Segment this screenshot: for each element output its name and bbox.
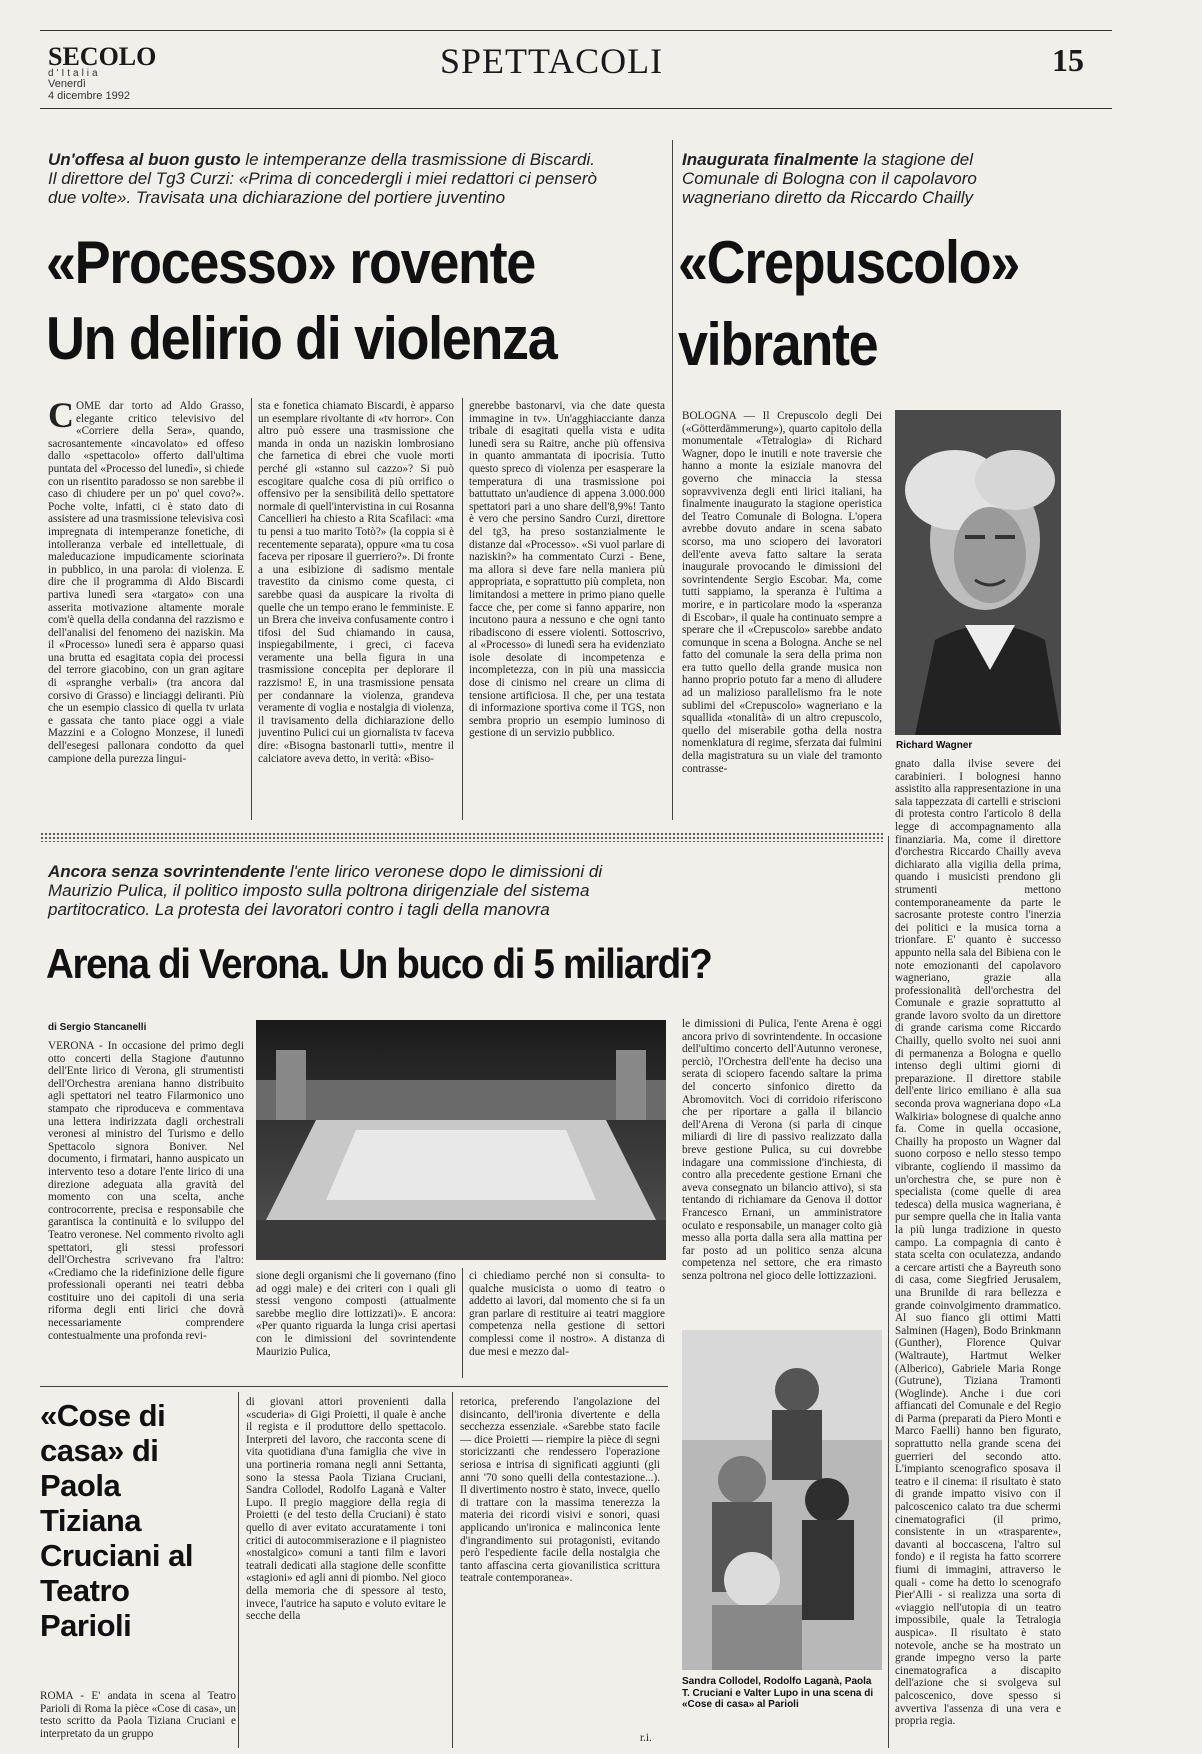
article1-column-2: sta e fonetica chiamato Biscardi, è apparso un esemplare rivoltante di «tv horror». Con altro può essere una trasmissione che manda in onda un naziskin lombrosiano che farnetica di ebrei che vuole morti perché gli «stanno sul cazzo»? Si può escogitare qualche cosa di più orrifico o offensivo per la sensibilità dello spettatore normale di quell'intervistina in cui Rosanna Cancellieri ha chiesto a Rita Scafilaci: «ma tu pensi a tuo marito Totò?» (la coppia si è recentemente separata), oppure «ma tu cosa faceva per riposare il guerriero?». Di fronte a una esibizione di sadismo mentale travestito da cinismo come questa, ci sarebbe quasi da auspicare la rivolta di quelle che un tempo erano le femministe. E un Brera che inveiva confusamente contro i tifosi del Sud chiamando in causa, inspiegabilmente, i greci, ci faceva veramente una bella figura in una trasmissione concepita per deplorare il razzismo! E, in una trasmissione pensata per condannare la violenza, grandeva veramente di voglia e nostalgia di violenza, il travisamento della dichiarazione dello juventino Pulici cui un giornalista tv faceva dire: «Bisogna bastonarli tutti», mentre il calciatore aveva detto, in verità: «Biso- — [258, 400, 454, 765]
column-divider — [462, 1268, 463, 1378]
article2-headline-2: vibrante — [678, 311, 878, 378]
dateline-day: Venerdì — [48, 78, 86, 90]
wagner-portrait — [895, 410, 1061, 735]
column-divider — [251, 398, 252, 820]
article1-kicker-rest: le intemperanze della trasmissione di Biscardi. Il direttore del Tg3 Curzi: «Prima di concedergli i miei redattori ci penserò due volte». Travisata una dichiarazione del portiere juventino — [48, 150, 597, 207]
article2-column-2: gnato dalla ilvise severe dei carabinieri. I bolognesi hanno assistito alla rappresentazione in una sala tappezzata di cartelli e striscioni di protesta contro l'articolo 8 della legge di accompagnamento alla finanziaria. Ma, come il direttore d'orchestra Riccardo Chailly aveva dichiarato alla vigilia della prima, quando i musicisti prendono gli strumenti mettono contemporaneamente da parte le sacrosante proteste contro l'inerzia dei politici e la musica torna a trionfare. E' quanto è successo appunto nella sala del Bibiena con le note emozionanti del capolavoro wagneriano, grazie alla professionalità dell'orchestra del Comunale e grazie soprattutto al grande lavoro svolto da un direttore di grande carisma come Riccardo Chailly, quello svolto nei suoi anni di permanenza a Bologna e quello intenso degli ultimi giorni di preparazione. Il direttore stabile dell'ente lirico emiliano è alla sua seconda prova wagneriana dopo «La Walkiria» bolognese di qualche anno fa. Come in quella occasione, Chailly ha proposto un Wagner dal suono corposo e nello stesso tempo vibrante, cogliendo il massimo da un'orchestra che, se pure non è specialista (come quelle di area tedesca) della musica wagneriana, è pur sempre quella che in Italia vanta la più lunga tradizione in questo campo. La compagnia di canto è stata scelta con oculatezza, andando a cercare artisti che a Bayreuth sono di casa, come Siegfried Jerusalem, una Brunilde di rara bellezza e grande coinvolgimento drammatico. Al suo fianco gli ottimi Matti Salminen (Hagen), Bodo Brinkmann (Gunther), Florence Quivar (Waltraute), Hartmut Welker (Alberico), Gabriele Maria Ronge (Gutrune), Tiziana Tramonti (Woglinde). Anche i due cori affiancati del Comunale e del Regio di Parma (preparati da Piero Monti e Marco Faelli) hanno ben figurato, soprattutto nella grande scena dei guerrieri del secondo atto. L'impianto scenografico sposava il teatro e il cinema: il risultato è stato di grande impatto visivo con il palcoscenico calato tra due schermi cinematografici (il primo, consistente in un «trasparente», davanti al boccascena, l'altro sul fondo) e il regista ha fatto scorrere fiumi di immagini, attraverso le quali - come ha detto lo scenografo Pier'Alli - si realizza una sorta di «viaggio nell'utopia di un teatro impossibile, quale la Tetralogia auspica». Il risultato è stato notevole, anche se ha mostrato un grande impegno verso la parte cinematografica a discapito dell'azione che si svolgeva sul palcoscenico, dove spesso si avvertiva l'assenza di una vera e propria regia. — [895, 758, 1061, 1728]
header-bottom-rule — [40, 108, 1112, 109]
article3-column-1: VERONA - In occasione del primo degli otto concerti della Stagione d'autunno dell'Ente lirico di Verona, gli strumentisti dell'Orchestra areniana hanno distribuito agli spettatori nel teatro Filarmonico uno stampato che riproduceva e commentava una lettera indirizzata dagli orchestrali veronesi al ministro del Turismo e dello Spettacolo signora Boniver. Nel documento, i firmatari, hanno auspicato un intervento teso a dotare l'ente lirico di una direzione adeguata alla gravità del momento con una scelta, anche controcorrente, precisa e responsabile che garantisca la continuità e lo sviluppo del Teatro veronese. Nel commento rivolto agli spettatori, gli stessi professori dell'Orchestra scrivevano fra l'altro: «Crediamo che la ridefinizione delle figure professionali operanti nei teatri debba costituire uno dei capitoli di una seria riforma degli enti lirici che dovrà necessariamente comprendere contestualmente una profonda revi- — [48, 1040, 244, 1342]
article1-column-3: gnerebbe bastonarvi, via che date questa immagine in tv». Un'agghiacciante danza tribale di esagitati quella vista e udita lunedì sera su Raitre, anche più offensiva in quanto ammantata di ipocrisia. Tutto questo spreco di violenza per esasperare la temperatura di una trasmissione poi battuttato un'audience di appena 3.000.000 spettatori pari a uno share dell'8,9%! Tanto è vero che persino Sandro Curzi, direttore del tg3, ha preso sostanzialmente le distanze dal «Processo». «Si vuol parlare di naziskin?» ha commentato Curzi - Bene, ma allora si deve fare nella maniera più appropriata, e soprattutto più completa, non limitandosi a mettere in primo piano quelle facce che, per come si fanno apparire, non incutono paura a nessuno e che ogni tanto ribadiscono di essere violenti. Sottoscrivo, al «Processo» di lunedì sera ha evidenziato isole desolate di incompetenza e incompletezza, con in più una massiccia dose di cinismo nel creare un clima di tensione artificiosa. Il che, per una testata di informazione sportiva come il TGS, non sembra proprio un esempio luminoso di gestione di un servizio pubblico. — [469, 400, 665, 740]
dateline — [48, 78, 130, 102]
article2-kicker-bold: Inaugurata finalmente — [682, 150, 859, 169]
page-number: 15 — [1052, 42, 1084, 78]
arena-stage-photo — [256, 1020, 666, 1260]
article3-column-4: le dimissioni di Pulica, l'ente Arena è oggi ancora privo di sovrintendente. In occasione dell'ultimo concerto dell'Autunno veronese, perciò, l'Orchestra dell'ente ha deciso una serata di sciopero facendo saltare la prima del concerto sinfonico diretto da Abromovitch. Voci di corridoio riferiscono che per riportare a galla il bilancio dell'Arena di Verona (si parla di cinque miliardi di lire di passivo realizzato dalla breve gestione Pulica, su cui dovrebbe indagare una commissione d'inchiesta, di contro alla precedente gestione Ernani che aveva consegnato un bilancio attivo), si sta tentando di richiamare da Genova il dottor Francesco Ernani, un amministratore oculato e responsabile, un manager colto già messo alla porta dalla sera alla mattina per far posto ad un politico senza alcuna competenza nel settore, che era rimasto senza poltrona nel gioco delle lottizzazioni. — [682, 1018, 882, 1282]
column-divider — [238, 1392, 239, 1748]
article1-headline-2: Un delirio di violenza — [46, 305, 557, 372]
article1-dropcap: C — [48, 400, 74, 435]
wagner-portrait-illustration — [895, 410, 1061, 735]
column-divider — [462, 398, 463, 820]
article4-title: «Cose di casa» di Paola Tiziana Cruciani al Teatro Parioli — [40, 1398, 193, 1643]
article1-headline-1: «Processo» rovente — [46, 229, 535, 296]
wagner-photo-caption: Richard Wagner — [896, 740, 973, 751]
cose-di-casa-photo — [682, 1330, 882, 1670]
article4-column-3: retorica, preferendo l'angolazione del disincanto, dell'ironia divertente e della secchezza essenziale. «Sarebbe stato facile — dice Proietti — riempire la pièce di segni storicizzanti che rendessero l'operazione seriosa e intrisa di significati aggiunti (gli anni '70 sono quelli della contestazione...). Il divertimento nostro è stato, invece, quello di trattare con la massima tenerezza la materia dei ricordi visivi e sonori, quasi applicando un'ironica e malinconica lente d'ingrandimento sui protagonisti, evitando però l'espediente facile della nostalgia che tanto affascina certa giovanilistica scrittura teatrale contemporanea». — [460, 1396, 660, 1585]
article3-column-2: sione degli organismi che li governano (fino ad oggi male) e dei criteri con i quali gli stessi vengono composti (attualmente sarebbe meglio dire lottizzati)». E ancora: «Per quanto riguarda la lunga crisi apertasi con le dimissioni del sovrintendente Maurizio Pulica, — [256, 1270, 456, 1358]
column-divider — [452, 1392, 453, 1748]
article3-headline: Arena di Verona. Un buco di 5 miliardi? — [46, 940, 712, 987]
newspaper-logo-sub: d'Italia — [48, 68, 101, 79]
article3-column-3: ci chiediamo perché non si consulta- to qualche musicista o uomo di teatro o addetto ai lavori, dal momento che si fa un gran parlare di restituire ai teatri maggiore competenza nella gestione di settori complessi come il nostro». A distanza di due mesi e mezzo dal- — [469, 1270, 665, 1358]
top-rule — [40, 30, 1112, 31]
article4-column-2: di giovani attori provenienti dalla «scuderia» di Gigi Proietti, il quale è anche il regista e il produttore dello spettacolo. Interpreti del lavoro, che racconta scene di vita quotidiana d'una famiglia che vive in una portineria romana negli anni Settanta, sono la stessa Paola Tiziana Cruciani, Sandra Collodel, Rodolfo Laganà e Valter Lupo. Il pregio maggiore della regia di Proietti (e del testo della Cruciani) è stato quello di aver evitato accuratamente i toni critici di autocommiserazione e il piagnisteo «nostalgico» comuni a tanti film e lavori teatrali dedicati alla stagione delle sconfitte «stagioni» ed agli anni di piombo. Nel gioco della memoria che di spessore al testo, invece, l'autrice ha saputo e voluto evitare le secche della — [246, 1396, 446, 1623]
article3-kicker-rest: l'ente lirico veronese dopo le dimissioni di Maurizio Pulica, il politico imposto sulla poltrona dirigenziale del sistema partitocratico. La protesta dei lavoratori contro i tagli della manovra — [48, 862, 603, 919]
dotted-separator — [40, 832, 885, 842]
cose-di-casa-illustration — [682, 1330, 882, 1670]
newspaper-logo: SECOLO — [48, 42, 157, 71]
article2-kicker-rest: la stagione del Comunale di Bologna con il capolavoro wagneriano diretto da Riccardo Chailly — [682, 150, 977, 207]
dateline-date: 4 dicembre 1992 — [48, 90, 130, 102]
article4-column-1: ROMA - E' andata in scena al Teatro Parioli di Roma la pièce «Cose di casa», un testo scritto da Paola Tiziana Cruciani e interpretato da un gruppo — [40, 1690, 236, 1740]
article1-kicker-bold: Un'offesa al buon gusto — [48, 150, 241, 169]
article1-col1-text: OME dar torto ad Aldo Grasso, elegante critico televisivo del «Corriere della Sera», quando, sacrosantemente «incavolato» ed offeso dallo «spettacolo» offerto dall'ultima puntata del «Processo del lunedì», si chiede con un risentito paradosso se non sarebbe il caso di chiudere per un po' quel covo?». Poche volte, infatti, ci è stato dato di assistere ad una trasmissione televisiva così impregnata di intemperanze fonetiche, di intolleranza verbale ed intellettuale, di maleducazione impudicamente sciorinata in pubblico, in una parola: di violenza. E dire che il programma di Aldo Biscardi partiva lunedì sera «targato» con una asserita motivazione altamente morale com'è quella della condanna del razzismo e dell'analisi del fenomeno dei naziskin. Ma il «Processo» lunedì sera è apparso quasi una brutta ed esagitata copia dei processi del terrore giacobino, con un gran agitare di «spranghe verbali» (tra ancora dal corsivo di Grasso) e linciaggi deliranti. Più che un esempio classico di quella tv urlata e gassata che tanto piace oggi a viale Mazzini e a Cologno Monzese, il lunedì dell'esegesi pallonara condotto da quel campione della purezza lingui- — [48, 400, 244, 765]
article2-column-1: BOLOGNA — Il Crepuscolo degli Dei («Götterdämmerung»), quarto capitolo della monumentale «Tetralogia» di Richard Wagner, dopo le inutili e note traversie che hanno a monte la esiziale manovra del governo che minaccia la stessa sopravvivenza degli enti lirici italiani, ha finalmente inaugurato la stagione operistica del Teatro Comunale di Bologna. L'opera avrebbe dovuto andare in scena sabato scorso, ma uno sciopero dei lavoratori dell'ente aveva fatto saltare la serata inaugurale provocando le dimissioni del sovrintendente Sergio Escobar. Ma, come tutti sappiamo, la speranza è l'ultima a morire, e in particolare modo la «speranza di Escobar», il quale ha continuato sempre a sperare che il «Crepuscolo» sarebbe andato comunque in scena a Bologna. Anche se nel fatto del comunale la sera della prima non era tutto quello della grande musica non hanno proprio potuto far a meno di alludere ad un malizioso parallelismo fra le note sublimi del «Crepuscolo» wagneriano e la squallida «tonalità» di un altro crepuscolo, quello del miserabile gotha della nostra nomenklatura di regime, sferzata dai fulmini della magistratura su un viale del tramonto contrasse- — [682, 410, 882, 775]
article1-kicker — [48, 150, 608, 207]
article-divider — [888, 836, 889, 1748]
article4-top-rule — [40, 1386, 668, 1387]
article2-headline-1: «Crepuscolo» — [678, 229, 1019, 296]
cose-di-casa-photo-caption: Sandra Collodel, Rodolfo Laganà, Paola T. Cruciani e Valter Lupo in una scena di «Cose di casa» al Parioli — [682, 1676, 874, 1710]
article3-kicker-bold: Ancora senza sovrintendente — [48, 862, 286, 881]
article2-kicker — [682, 150, 982, 207]
section-title: SPETTACOLI — [440, 41, 664, 81]
article4-signature: r.i. — [640, 1732, 652, 1744]
article1-column-1 — [48, 400, 244, 820]
article-divider — [672, 140, 673, 820]
article3-byline: di Sergio Stancanelli — [48, 1022, 147, 1033]
article3-kicker — [48, 862, 608, 919]
arena-stage-illustration — [256, 1020, 666, 1260]
